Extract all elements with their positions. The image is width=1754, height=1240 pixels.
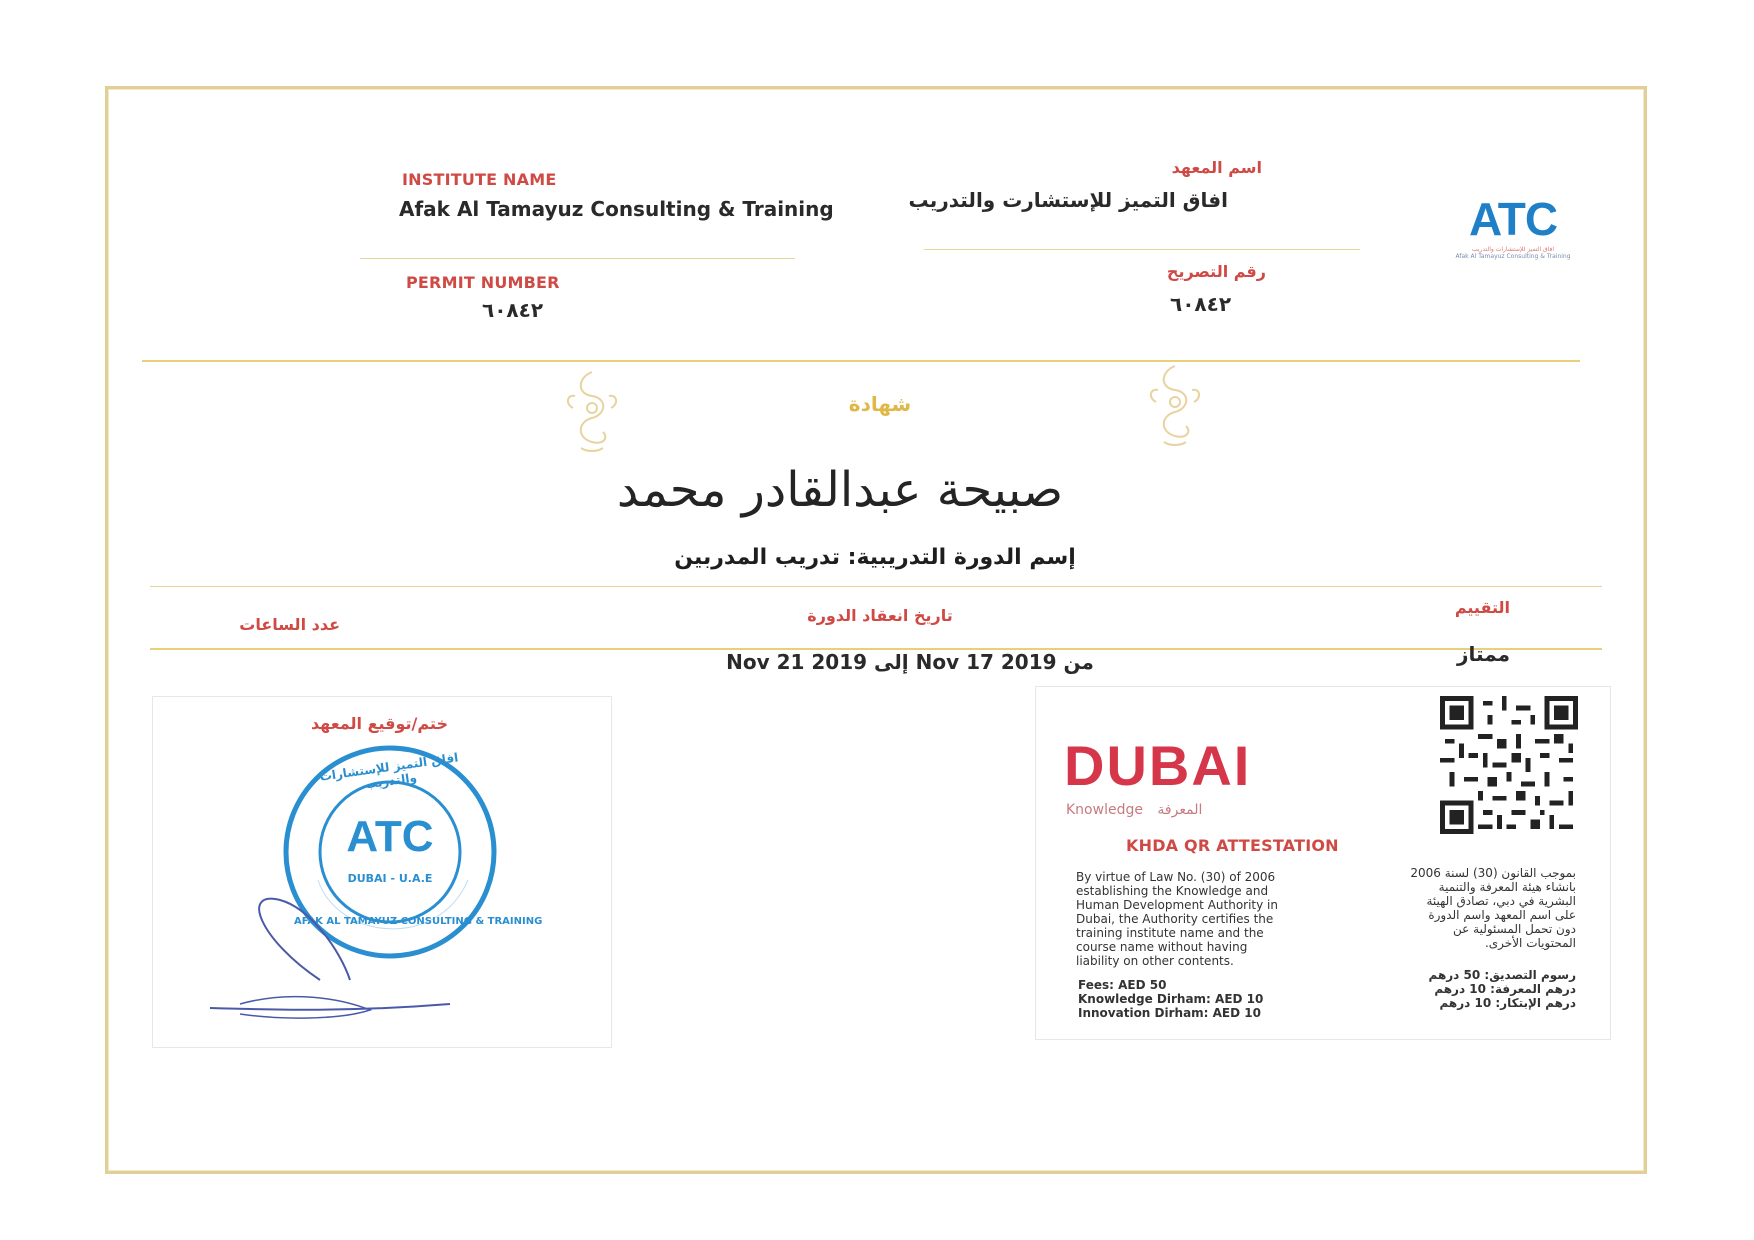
khda-en-line: By virtue of Law No. (30) of 2006: [1076, 870, 1276, 884]
dates-start: Nov 17 2019: [915, 650, 1057, 674]
stamp-center: ATC: [346, 812, 434, 861]
institute-name-ar: افاق التميز للإستشارت والتدريب: [908, 188, 1228, 212]
khda-ar-line: المحتويات الأخرى.: [1484, 936, 1576, 950]
dates-value: [700, 650, 1120, 674]
institute-label-en: INSTITUTE NAME: [402, 170, 557, 189]
certificate-title: شهادة: [848, 392, 912, 416]
stamp-ring-ar: افاق التميز للإستشارات والتدريب: [318, 750, 460, 792]
divider: [360, 258, 795, 259]
qr-code-icon: [1440, 696, 1578, 834]
knowledge-ar: المعرفة: [1157, 802, 1203, 818]
atc-logo-subtitle-ar: افاق التميز للإستشارات والتدريب: [1471, 246, 1555, 253]
khda-en-line: liability on other contents.: [1076, 954, 1234, 968]
hours-label: عدد الساعات: [239, 615, 340, 634]
khda-ar-line: على اسم المعهد واسم الدورة: [1428, 908, 1576, 922]
dates-from: من: [1063, 650, 1094, 674]
khda-fee-line: Innovation Dirham: AED 10: [1078, 1006, 1261, 1020]
khda-ar-line: البشرية في دبي، تصادق الهيئة: [1426, 894, 1576, 908]
header-divider: [142, 360, 1580, 362]
khda-ar-line: دون تحمل المسئولية عن: [1453, 922, 1576, 936]
ornament-left-icon: [563, 368, 621, 454]
atc-logo-subtitle-en: Afak Al Tamayuz Consulting & Training: [1455, 253, 1571, 260]
stamp-ring-en: AFAK AL TAMAYUZ CONSULTING & TRAINING: [294, 916, 543, 927]
course-name: إسم الدورة التدريبية: تدريب المدربين: [674, 545, 1076, 570]
dubai-knowledge-subtitle: [1066, 802, 1202, 818]
khda-text-en: [1076, 870, 1296, 968]
dates-label: تاريخ انعقاد الدورة: [807, 606, 953, 625]
stamp-label: ختم/توقيع المعهد: [310, 714, 448, 733]
khda-fee-line: Knowledge Dirham: AED 10: [1078, 992, 1264, 1006]
khda-en-line: establishing the Knowledge and: [1076, 884, 1269, 898]
khda-en-line: Dubai, the Authority certifies the: [1076, 912, 1274, 926]
signature-icon: [200, 880, 460, 1030]
dates-end: Nov 21 2019: [726, 650, 868, 674]
permit-label-ar: رقم التصريح: [1166, 262, 1266, 281]
institute-name-en: Afak Al Tamayuz Consulting & Training: [399, 197, 834, 221]
recipient-name: صبيحة عبدالقادر محمد: [616, 462, 1064, 518]
atc-logo-text: ATC: [1468, 193, 1558, 245]
khda-title: KHDA QR ATTESTATION: [1126, 836, 1339, 855]
details-divider-top: [150, 586, 1602, 587]
khda-en-line: course name without having: [1076, 940, 1248, 954]
khda-ar-line: بموجب القانون (30) لسنة 2006: [1410, 866, 1576, 880]
dates-to: إلى: [874, 650, 909, 674]
khda-en-line: training institute name and the: [1076, 926, 1264, 940]
permit-number-en: ٦٠٨٤٢: [482, 298, 544, 322]
permit-label-en: PERMIT NUMBER: [406, 273, 560, 292]
khda-fee-ar-line: رسوم التصديق: 50 درهم: [1428, 968, 1576, 982]
khda-en-line: Human Development Authority in: [1076, 898, 1278, 912]
khda-fees-en: [1078, 978, 1298, 1020]
stamp-city: DUBAI - U.A.E: [347, 872, 433, 885]
khda-fees-ar: [1356, 968, 1576, 1010]
grade-value: ممتاز: [1457, 642, 1510, 666]
divider: [924, 249, 1360, 250]
dubai-knowledge-logo: DUBAI: [1064, 734, 1252, 797]
khda-ar-line: بانشاء هيئة المعرفة والتنمية: [1438, 880, 1576, 894]
khda-fee-line: Fees: AED 50: [1078, 978, 1167, 992]
institute-label-ar: اسم المعهد: [1171, 158, 1262, 177]
ornament-right-icon: [1146, 362, 1204, 448]
atc-logo: [1438, 193, 1588, 276]
khda-text-ar: [1356, 866, 1576, 950]
knowledge-en: Knowledge: [1066, 802, 1143, 818]
khda-fee-ar-line: درهم المعرفة: 10 درهم: [1434, 982, 1576, 996]
khda-fee-ar-line: درهم الإبتكار: 10 درهم: [1439, 996, 1576, 1010]
grade-label: التقييم: [1454, 598, 1510, 617]
permit-number-ar: ٦٠٨٤٢: [1170, 292, 1232, 316]
